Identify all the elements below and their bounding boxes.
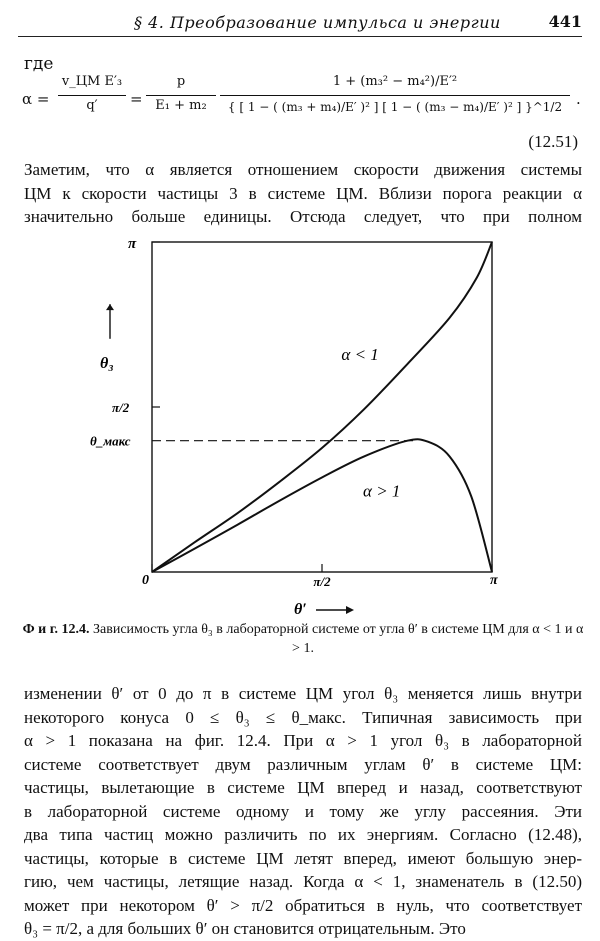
paragraph-line: гию, чем частицы, летящие назад. Когда α < 1, знаменатель в (12.50) bbox=[24, 872, 582, 891]
series-label-alpha-lt-1: α < 1 bbox=[341, 344, 379, 364]
paragraph-line: частицы, которые в системе ЦМ летят вперед, имеют большую энер- bbox=[24, 848, 582, 868]
x-tick-label-pi: π bbox=[490, 573, 498, 588]
paragraph-line: θ₃ = π/2, а для больших θ′ он становится отрицательным. Это bbox=[24, 919, 466, 938]
y-axis-label: θ₃ bbox=[100, 354, 114, 372]
paragraph-line: некоторого конуса 0 ≤ θ₃ ≤ θ_макс. Типичная зависимость при bbox=[24, 707, 582, 727]
paragraph-line: α > 1 показана на фиг. 12.4. При α > 1 угол θ₃ в лабораторной bbox=[24, 731, 582, 750]
paragraph-line: частицы, вылетающие в системе ЦМ вперед и назад, соответствуют bbox=[24, 778, 582, 797]
word-gde: где bbox=[24, 54, 54, 74]
caption-text: Зависимость угла θ₃ в лабораторной системе от угла θ′ в системе ЦМ для α < 1 и α > 1. bbox=[93, 622, 584, 656]
series-line-alpha-gt-1 bbox=[152, 439, 492, 572]
formula-frac3-den: { [ 1 − ( (m₃ + m₄)/E′ )² ] [ 1 − ( (m₃ − m₄)/E′ )² ] }^1/2 bbox=[227, 100, 563, 114]
y-tick-label-pi-over-2: π/2 bbox=[112, 400, 130, 415]
paragraph-line: ЦМ к скорости частицы 3 в системе ЦМ. Вблизи порога реакции α bbox=[24, 183, 582, 203]
y-tick-label-pi: π bbox=[128, 236, 137, 252]
formula-period: . bbox=[576, 90, 581, 108]
paragraph-2 bbox=[24, 682, 582, 941]
equation-12-51 bbox=[20, 74, 590, 144]
formula-eq: = bbox=[130, 90, 143, 108]
formula-frac1-bar bbox=[58, 95, 126, 96]
paragraph-line: изменении θ′ от 0 до π в системе ЦМ угол θ₃ меняется лишь внутри bbox=[24, 684, 582, 703]
formula-frac1-den: q′ bbox=[86, 98, 98, 113]
formula-frac3-bar bbox=[220, 95, 570, 96]
paragraph-line: может при некотором θ′ > π/2 обратиться в нуль, что соответствует bbox=[24, 895, 582, 915]
paragraph-line: в лабораторной системе одному и тому же углу рассеяния. Эти bbox=[24, 801, 582, 821]
paragraph-line: два типа частиц можно различить по их энергиям. Согласно (12.48), bbox=[24, 825, 582, 844]
running-header bbox=[18, 10, 582, 37]
x-tick-label-pi-over-2: π/2 bbox=[313, 574, 331, 589]
series-line-alpha-lt-1 bbox=[152, 242, 492, 572]
y-axis-arrow-head bbox=[106, 304, 114, 310]
series-label-alpha-gt-1: α > 1 bbox=[363, 481, 401, 501]
formula-frac2-bar bbox=[146, 95, 216, 96]
x-axis-arrow-head bbox=[346, 606, 354, 614]
figure-caption bbox=[18, 620, 588, 658]
formula-frac3-num: 1 + (m₃² − m₄²)/E′² bbox=[332, 74, 458, 89]
figure-12-4-chart bbox=[90, 230, 510, 615]
x-axis-label: θ′ bbox=[294, 601, 307, 615]
origin-label: 0 bbox=[142, 573, 149, 588]
paragraph-1 bbox=[24, 158, 582, 229]
plot-frame bbox=[152, 242, 492, 572]
paragraph-line: Заметим, что α является отношением скорости движения системы bbox=[24, 160, 582, 179]
equation-number: (12.51) bbox=[528, 132, 578, 151]
formula-frac1-num: v_ЦМ E′₃ bbox=[61, 74, 123, 89]
paragraph-line: системе соответствует двум различным углам θ′ в системе ЦМ: bbox=[24, 754, 582, 774]
formula-frac2-num: p bbox=[176, 74, 186, 89]
page-number: 441 bbox=[548, 12, 582, 31]
paragraph-line: значительно больше единицы. Отсюда следует, что при полном bbox=[24, 207, 582, 226]
formula-lhs: α = bbox=[22, 90, 50, 108]
header-title: § 4. Преобразование импульса и энергии bbox=[134, 13, 501, 32]
caption-label: Ф и г. 12.4. bbox=[22, 622, 90, 637]
y-tick-label-theta-max: θ_макс bbox=[90, 433, 131, 449]
formula-frac2-den: E₁ + m₂ bbox=[155, 98, 207, 113]
